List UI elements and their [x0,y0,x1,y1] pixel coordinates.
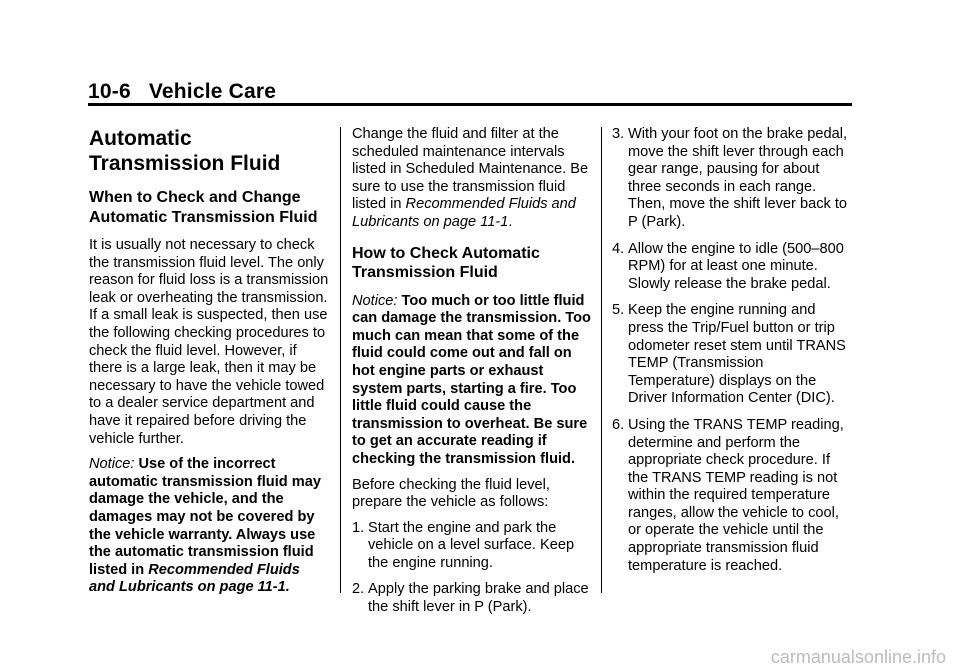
step-text: Allow the engine to idle (500–800 RPM) for at least one minute. Slowly release the brake pedal. [628,240,844,292]
page-header [88,80,276,104]
paragraph-fluid-loss: It is usually not necessary to check the transmission fluid level. The only reason for fluid loss is a transmission leak or overheating the transmission. If a small leak is suspected, then use the following checking procedures to check the fluid level. However, if there is a large leak, then it may be necessary to have the vehicle towed to a dealer service department and have it repaired before driving the vehicle further. [89,237,329,447]
change-fluid-text: Change the fluid and filter at the scheduled maintenance intervals listed in Scheduled Maintenance. Be sure to use the transmission fluid listed in [352,126,589,213]
list-item [612,417,850,575]
paragraph-prepare-intro: Before checking the fluid level, prepare the vehicle as follows: [352,476,550,511]
step-number: 4. [612,240,625,257]
step-number: 6. [612,416,625,433]
column-divider-1 [340,127,341,593]
steps-list-b [612,126,850,575]
list-item [352,581,592,616]
subheading-how-to-check: How to Check Automatic Transmission Fluid [352,244,540,282]
column-1 [89,126,329,605]
step-number: 1. [352,519,365,536]
step-text: Start the engine and park the vehicle on a level surface. Keep the engine running. [368,519,575,571]
page-number: 10-6 [88,80,131,103]
list-item [612,241,850,294]
notice-incorrect-fluid [89,456,329,597]
change-fluid-end: . [508,213,513,230]
step-text: Keep the engine running and press the Trip/Fuel button or trip odometer reset stem until TRANS TEMP (Transmission Temperature) displays on the Driver Information Center (DIC). [628,302,846,407]
list-item [612,302,850,408]
step-text: Using the TRANS TEMP reading, determine and perform the appropriate check procedure. If the TRANS TEMP reading is not within the required temperature ranges, allow the vehicle to cool, or operate the vehicle until the appropriate transmission fluid temperature is reached. [628,416,844,574]
column-divider-2 [601,127,602,593]
list-item [352,520,592,573]
notice-text: Too much or too little fluid can damage the transmission. Too much can mean that some of the fluid could come out and fall on hot engine parts or exhaust system parts, starting a fire. Too little fluid could cause the transmission to overheat. Be sure to get an accurate reading if checking the transmission fluid. [352,292,591,467]
notice-label: Notice: [352,292,398,309]
step-number: 2. [352,581,365,598]
fluids-reference-link[interactable]: Recommended Fluids and Lubricants on page 11-1 [352,196,576,230]
steps-list-a [352,520,592,617]
step-number: 3. [612,126,625,142]
header-rule [88,103,852,106]
step-text: Apply the parking brake and place the shift lever in P (Park). [368,581,589,616]
step-number: 5. [612,302,625,319]
step-text: With your foot on the brake pedal, move the shift lever through each gear range, pausing for about three seconds in each range. Then, move the shift lever back to P (Park). [628,126,848,230]
column-2 [352,126,592,626]
section-heading: Automatic Transmission Fluid [89,127,281,175]
notice-fluid-amount [352,293,592,469]
section-title: Vehicle Care [148,80,277,103]
watermark: carmanualsonline.info [770,647,946,667]
subheading-when-to-check: When to Check and Change Automatic Transmission Fluid [89,189,318,226]
paragraph-change-fluid [352,126,592,232]
notice-text: Use of the incorrect automatic transmission fluid may damage the vehicle, and the damages may not be covered by the vehicle warranty. Always use the automatic transmission fluid listed in [89,456,321,578]
column-3 [612,126,850,584]
notice-label: Notice: [89,456,135,473]
list-item [612,126,850,232]
notice-reference-link[interactable]: Recommended Fluids and Lubricants on page 11-1. [89,561,300,596]
